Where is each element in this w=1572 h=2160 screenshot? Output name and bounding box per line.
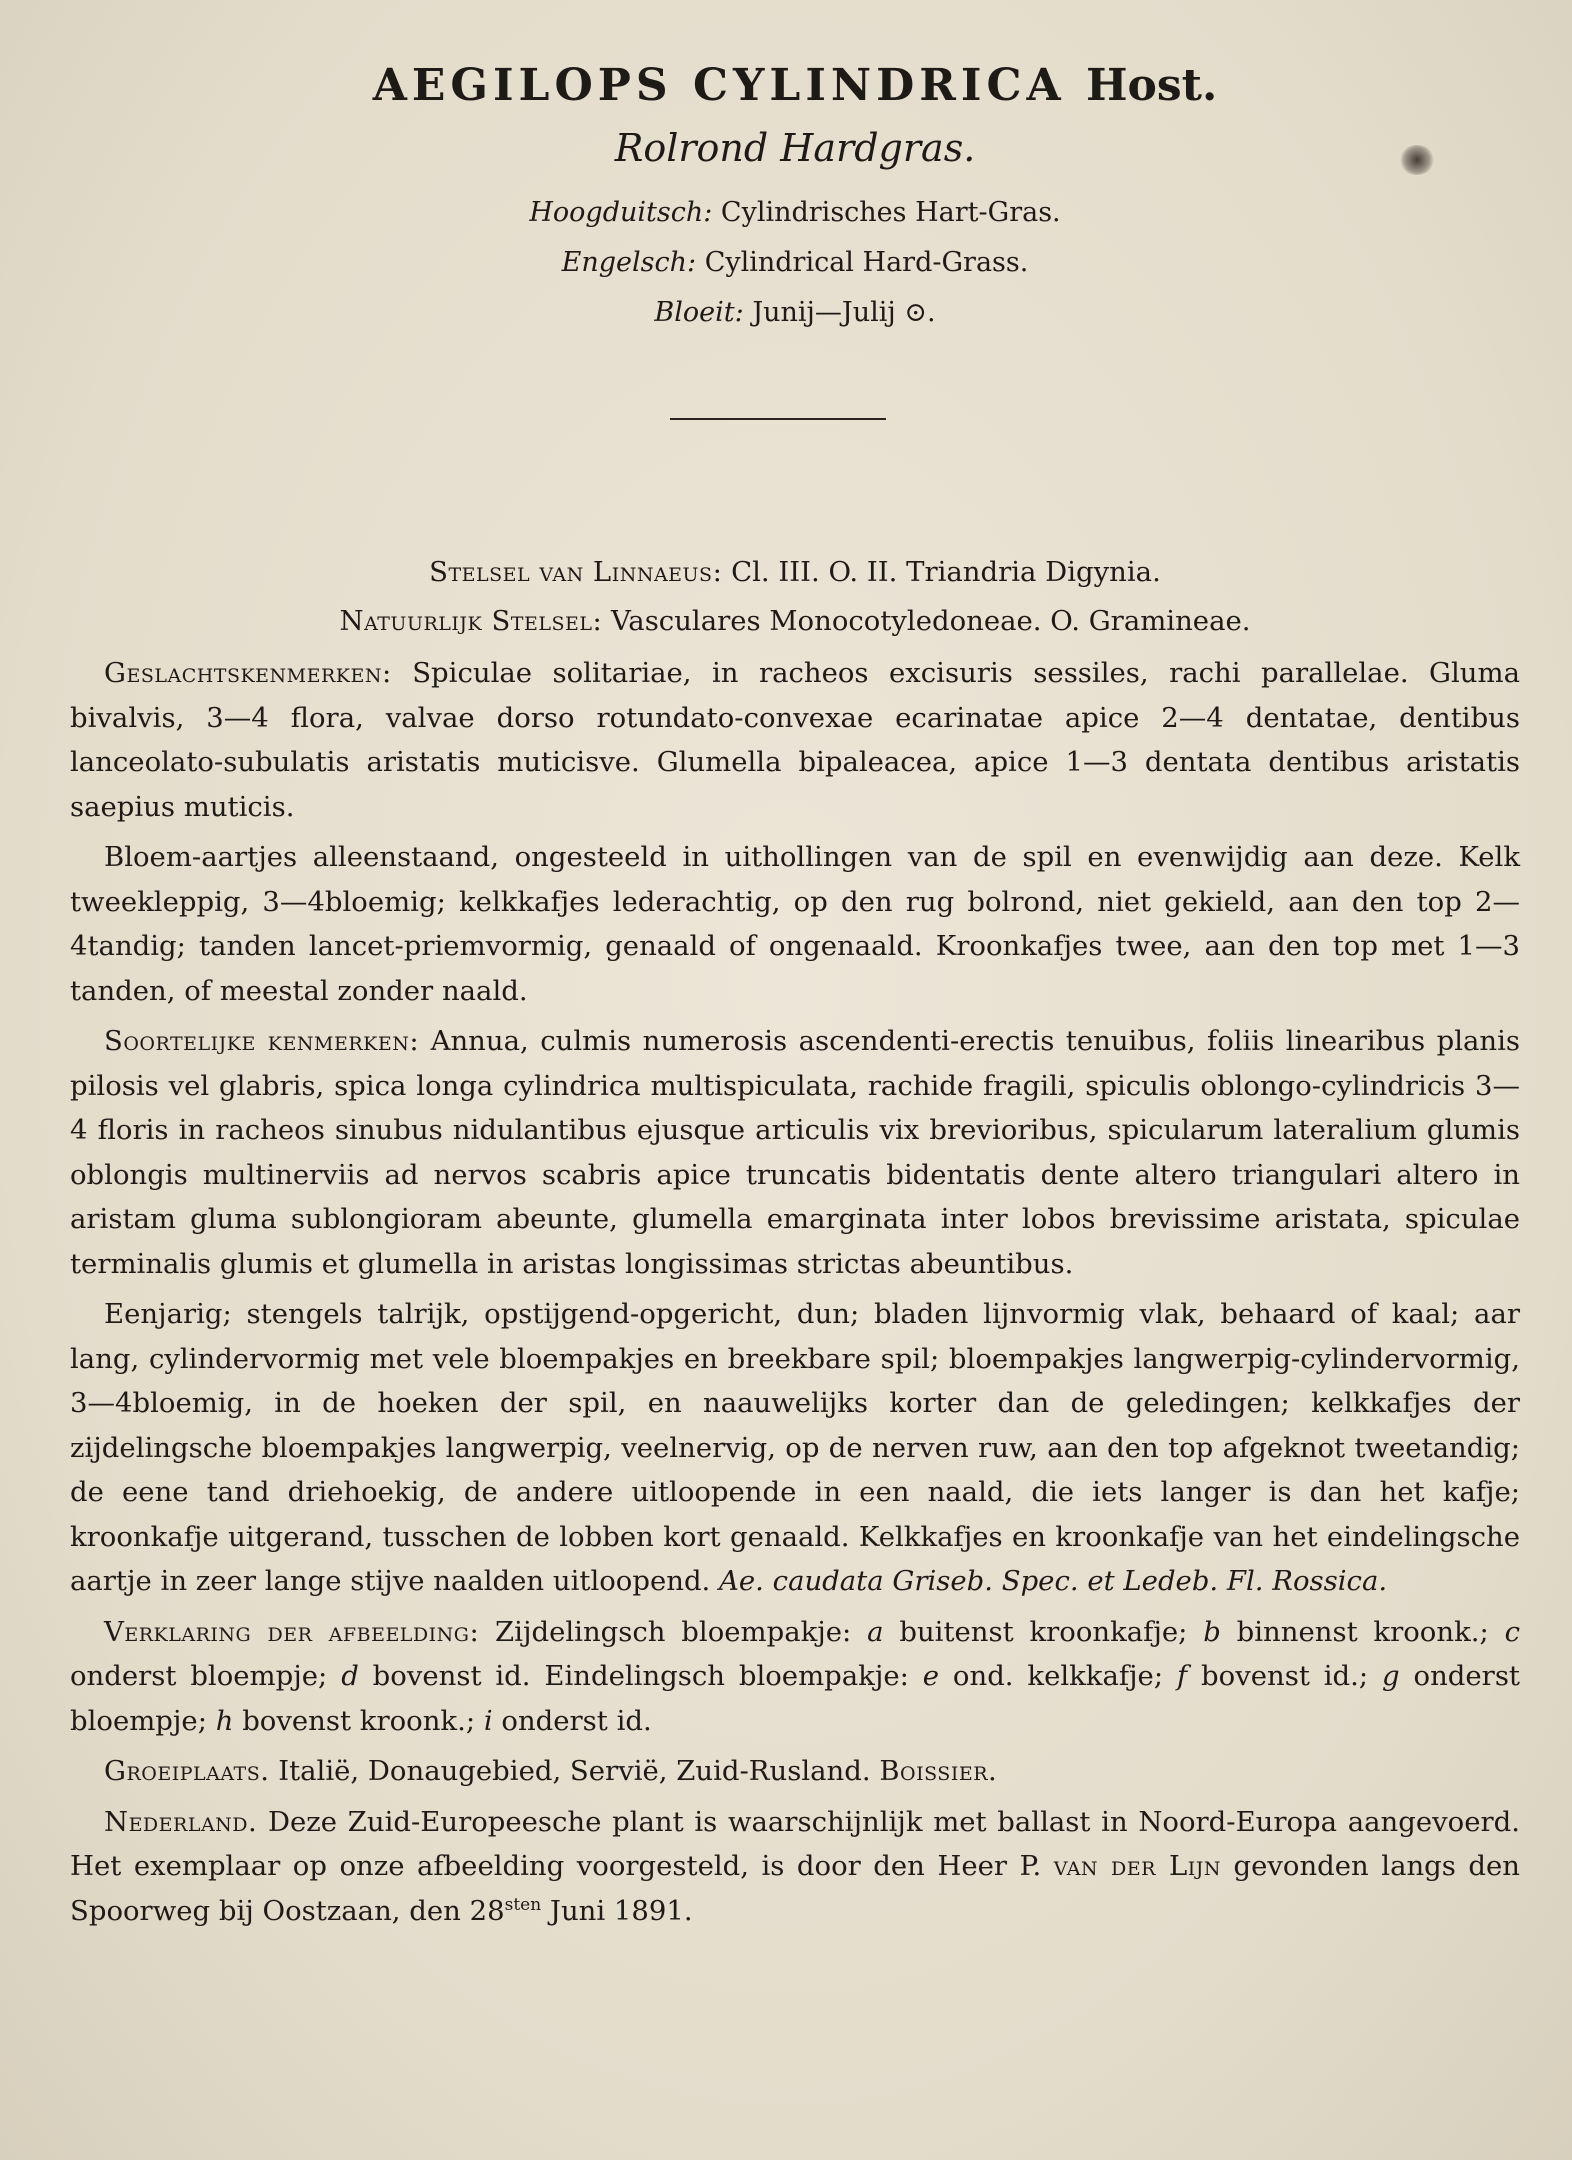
figure-letter: c <box>1504 1615 1520 1648</box>
figure-letter: e <box>922 1660 940 1692</box>
explanation-text: buitenst kroonkafje; <box>899 1615 1188 1648</box>
netherlands-occurrence <box>70 1800 1520 1934</box>
figure-letter: a <box>867 1615 884 1648</box>
english-name-row <box>70 238 1520 288</box>
species-synonym: Ae. caudata Griseb. Spec. et Ledeb. Fl. Rossica. <box>719 1565 1388 1597</box>
ink-smudge <box>1400 145 1434 175</box>
linnaeus-value: Cl. III. O. II. Triandria Digynia. <box>731 556 1161 588</box>
species-latin-text: Annua, culmis numerosis ascendenti-erectis tenuibus, foliis linearibus planis pilosis vel glabris, spica longa cylindrica multispiculata, rachide fragili, spiculis oblongo-cylindricis 3—4 floris in racheos sinubus nidulantibus ejusque articulis vix brevioribus, spicularum lateralium glumis oblongis multinerviis ad nervos scabris apice truncatis bidentatis dente altero triangulari altero in aristam gluma sublongioram abeunte, glumella emarginata inter lobos brevissime aristata, spiculae terminalis glumis et glumella in aristas longissimas strictas abeuntibus. <box>70 1025 1521 1280</box>
bloom-row <box>70 288 1520 338</box>
german-name-row <box>70 188 1520 238</box>
dutch-common-name: Rolrond Hardgras. <box>614 126 976 170</box>
figure-letter: b <box>1203 1615 1221 1648</box>
figure-letter: i <box>483 1704 493 1737</box>
explanation-text: bovenst kroonk.; <box>242 1704 476 1737</box>
figure-letter: d <box>341 1660 359 1692</box>
figure-letter: g <box>1382 1660 1400 1692</box>
netherlands-text: gevonden langs den Spoorweg bij Oostzaan, den 28 <box>70 1850 1520 1927</box>
netherlands-text: Deze Zuid-Europeesche plant is waarschijnlijk met ballast in Noord-Europa aangevoerd. Het exemplaar op onze afbeelding voorgesteld, is door den Heer P. <box>70 1805 1520 1882</box>
explanation-text: binnenst kroonk.; <box>1236 1615 1489 1648</box>
bloom-value: Junij—Julij ⊙. <box>752 297 936 328</box>
linnaeus-label: Stelsel van Linnaeus: <box>429 556 723 588</box>
netherlands-text: Juni 1891. <box>549 1894 693 1927</box>
genus-characters-latin <box>70 651 1520 829</box>
document-page <box>70 50 1520 2110</box>
explanation-text: bovenst id.; <box>1201 1660 1369 1692</box>
explanation-label: Verklaring der afbeelding: <box>104 1615 480 1648</box>
figure-letter: h <box>215 1704 234 1737</box>
english-name: Cylindrical Hard-Grass. <box>704 247 1029 278</box>
netherlands-label: Nederland. <box>104 1805 258 1838</box>
explanation-text: onderst bloempje; <box>70 1660 328 1692</box>
habitat-text: Italië, Donaugebied, Servië, Zuid-Rusland. <box>278 1755 871 1787</box>
species-title: AEGILOPS CYLINDRICA <box>372 60 1066 111</box>
explanation-text: onderst bloempje; <box>70 1660 1520 1737</box>
english-label: Engelsch: <box>561 247 697 278</box>
habitat-label: Groeiplaats. <box>104 1755 270 1787</box>
explanation-text: bovenst id. Eindelingsch bloempakje: <box>372 1660 909 1692</box>
species-label: Soortelijke kenmerken: <box>104 1025 420 1057</box>
genus-latin-text: Spiculae solitariae, in racheos excisuris sessiles, rachi parallelae. Gluma bivalvis, 3—4 flora, valvae dorso rotundato-convexae ecarinatae apice 2—4 dentatae, dentibus lanceolato-subulatis aristatis muticisve. Glumella bipaleacea, apice 1—3 dentata dentibus aristatis saepius muticis. <box>70 657 1520 823</box>
vernacular-names <box>70 188 1520 338</box>
species-dutch-text: Eenjarig; stengels talrijk, opstijgend-opgericht, dun; bladen lijnvormig vlak, behaard of kaal; aar lang, cylindervormig met vele bloempakjes en breekbare spil; bloempakjes langwerpig-cylindervormig, 3—4bloemig, in de hoeken der spil, en naauwelijks korter dan de geledingen; kelkkafjes der zijdelingsche bloempakjes langwerpig, veelnervig, op de nerven ruw, aan den top afgeknot tweetandig; de eene tand driehoekig, de andere uitloopende in een naald, die iets langer is dan het kafje; kroonkafje uitgerand, tusschen de lobben kort genaald. Kelkkafjes en kroonkafje van het eindelingsche aartje in zeer lange stijve naalden uitloopend. <box>70 1298 1520 1597</box>
species-characters-latin <box>70 1019 1520 1286</box>
figure-explanation <box>70 1610 1520 1744</box>
divider-rule <box>670 418 886 420</box>
natural-value: Vasculares Monocotyledoneae. O. Gramineae. <box>610 604 1251 637</box>
natural-system <box>70 599 1520 644</box>
finder-name: van der Lijn <box>1053 1850 1221 1882</box>
german-label: Hoogduitsch: <box>529 197 713 228</box>
natural-label: Natuurlijk Stelsel: <box>339 604 603 637</box>
species-characters-dutch <box>70 1292 1520 1604</box>
linnaeus-system <box>70 550 1520 595</box>
explanation-text: ond. kelkkafje; <box>952 1660 1164 1692</box>
explanation-text: Zijdelingsch bloempakje: <box>495 1615 852 1648</box>
page-title <box>70 60 1520 113</box>
explanation-text: onderst id. <box>501 1704 652 1737</box>
genus-label: Geslachtskenmerken: <box>104 657 392 689</box>
genus-characters-dutch: Bloem-aartjes alleenstaand, ongesteeld in uithollingen van de spil en evenwijdig aan deze. Kelk tweekleppig, 3—4bloemig; kelkkafjes lederachtig, op den rug bolrond, niet gekield, aan den top 2—4tandig; tanden lancet-priemvormig, genaald of ongenaald. Kroonkafjes twee, aan den top met 1—3 tanden, of meestal zonder naald. <box>70 841 1520 1007</box>
bloom-label: Bloeit: <box>654 297 744 328</box>
habitat-source: Boissier. <box>879 1755 998 1787</box>
description-body <box>70 550 1520 1933</box>
date-suffix: sten <box>504 1894 542 1915</box>
figure-letter: f <box>1176 1660 1188 1692</box>
habitat <box>70 1749 1520 1794</box>
german-name: Cylindrisches Hart-Gras. <box>720 197 1061 228</box>
author-abbreviation: Host. <box>1085 60 1218 111</box>
